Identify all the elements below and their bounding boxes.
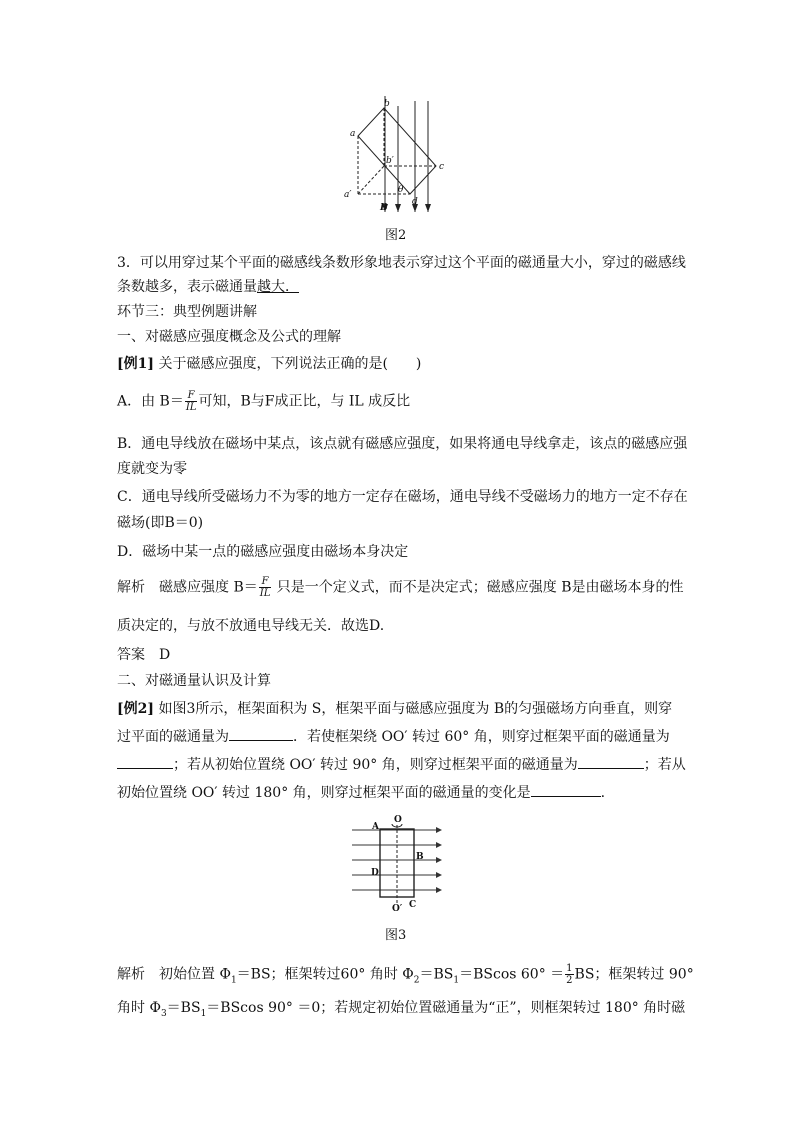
fig3-label-C: C xyxy=(409,900,417,910)
fig2-label-b-prime: b′ xyxy=(386,156,394,166)
part1-title: 一、对磁感应强度概念及公式的理解 xyxy=(117,329,341,345)
analysis2-part-a: 解析 初始位置 Φ xyxy=(117,966,231,983)
fig2-label-a-prime: a′ xyxy=(344,190,352,200)
analysis2-fraction-denominator: 2 xyxy=(566,975,573,986)
analysis2-sub-3: 3 xyxy=(160,1008,167,1019)
example2-line3 xyxy=(117,754,686,775)
para3-answer-underlined: 越大． xyxy=(257,279,299,295)
section3-title: 环节三：典型例题讲解 xyxy=(117,304,257,320)
option-a-prefix: A．由 B＝ xyxy=(117,393,184,410)
example1-analysis-line1 xyxy=(117,576,684,599)
analysis-fraction-denominator: IL xyxy=(259,588,271,599)
answer-blank-2[interactable] xyxy=(117,754,173,769)
option-c-line2: 磁场(即B＝0) xyxy=(117,515,204,531)
example2-tag: [例2] xyxy=(117,701,154,717)
analysis-fraction-numerator: F xyxy=(259,576,272,588)
analysis-fraction xyxy=(259,576,272,599)
option-a-fraction xyxy=(185,390,198,413)
analysis-suffix: 只是一个定义式，而不是决定式；磁感应强度 B是由磁场本身的性 xyxy=(272,579,684,596)
fig2-label-b: b xyxy=(384,99,390,109)
option-a xyxy=(117,390,410,413)
option-a-fraction-numerator: F xyxy=(185,390,198,402)
example2-text3b: ；若从 xyxy=(643,757,686,773)
option-b-line2: 度就变为零 xyxy=(117,461,187,477)
analysis2-sub-2: 2 xyxy=(413,975,420,986)
answer-blank-4[interactable] xyxy=(531,782,601,797)
analysis2-line2-c: ＝BScos 90° ＝0；若规定初始位置磁通量为“正”，则框架转过 180° 角时磁 xyxy=(206,1000,686,1016)
example2-text1: 如图3所示，框架面积为 S，框架平面与磁感应强度为 B的匀强磁场方向垂直，则穿 xyxy=(158,701,673,717)
figure-2-diagram xyxy=(340,96,460,216)
analysis2-sub-1c: 1 xyxy=(200,1008,207,1019)
fig3-label-O-prime: O′ xyxy=(392,904,403,914)
para3-line2 xyxy=(117,277,299,297)
example1-question: 关于磁感应强度，下列说法正确的是( ) xyxy=(158,356,422,372)
analysis2-fraction-numerator: 1 xyxy=(566,963,573,974)
option-b-line1: B．通电导线放在磁场中某点，该点就有磁感应强度，如果将通电导线拿走，该点的磁感应强 xyxy=(117,436,688,452)
example2-analysis-line1 xyxy=(117,963,694,990)
example1-answer: 答案 D xyxy=(117,647,171,663)
example2-text2a: 过平面的磁通量为 xyxy=(117,729,229,745)
analysis2-part-e: BS；框架转过 90° xyxy=(574,966,694,983)
para3-line1: 3．可以用穿过某个平面的磁感线条数形象地表示穿过这个平面的磁通量大小，穿过的磁感线 xyxy=(117,255,686,271)
fig3-label-D: D xyxy=(371,868,379,878)
option-c-line1: C．通电导线所受磁场力不为零的地方一定存在磁场，通电导线不受磁场力的地方一定不存在 xyxy=(117,489,688,505)
analysis2-sub-1: 1 xyxy=(230,975,237,986)
example2-line2 xyxy=(117,726,670,747)
analysis2-sub-1b: 1 xyxy=(453,975,460,986)
example2-text4a: 初始位置绕 OO′ 转过 180° 角，则穿过框架平面的磁通量的变化是 xyxy=(117,785,531,801)
fig2-label-a: a xyxy=(350,129,356,139)
figure-3-caption: 图3 xyxy=(385,928,407,943)
fig3-label-O: O xyxy=(394,815,402,825)
fig3-label-A: A xyxy=(372,822,379,832)
option-a-fraction-denominator: IL xyxy=(185,402,197,413)
option-d: D．磁场中某一点的磁感应强度由磁场本身决定 xyxy=(117,544,409,560)
para3-line2-text: 条数越多，表示磁通量 xyxy=(117,279,257,295)
analysis2-part-c: ＝BS xyxy=(419,966,454,983)
fig2-label-d: d xyxy=(412,197,418,207)
analysis-prefix: 解析 磁感应强度 B＝ xyxy=(117,579,258,596)
answer-blank-1[interactable] xyxy=(229,726,293,741)
example1-analysis-line2: 质决定的，与放不放通电导线无关．故选D. xyxy=(117,618,385,634)
example1-stem xyxy=(117,354,421,374)
figure-3-diagram xyxy=(352,815,444,915)
fig2-label-c: c xyxy=(439,162,445,172)
fig2-label-theta: θ xyxy=(398,185,404,195)
example2-line1 xyxy=(117,699,672,719)
example2-text4b: . xyxy=(600,785,606,801)
analysis2-line2-a: 角时 Φ xyxy=(117,1000,161,1016)
example2-text3a: ；若从初始位置绕 OO′ 转过 90° 角，则穿过框架平面的磁通量为 xyxy=(173,757,578,773)
analysis2-part-b: ＝BS；框架转过60° 角时 Φ xyxy=(236,966,414,983)
fig2-label-B: B xyxy=(380,203,388,213)
analysis2-line2-b: ＝BS xyxy=(166,1000,201,1016)
analysis2-fraction xyxy=(565,963,573,986)
example2-analysis-line2 xyxy=(117,998,685,1024)
example1-tag: [例1] xyxy=(117,356,154,372)
figure-2-caption: 图2 xyxy=(385,228,407,243)
option-a-suffix: 可知，B与F成正比，与 IL 成反比 xyxy=(198,393,411,410)
answer-blank-3[interactable] xyxy=(578,754,644,769)
example2-line4 xyxy=(117,782,605,803)
analysis2-part-d: ＝BScos 60° ＝ xyxy=(459,966,565,983)
fig3-label-B: B xyxy=(416,852,424,862)
part2-title: 二、对磁通量认识及计算 xyxy=(117,673,271,689)
example2-text2b: ．若使框架绕 OO′ 转过 60° 角，则穿过框架平面的磁通量为 xyxy=(293,729,670,745)
